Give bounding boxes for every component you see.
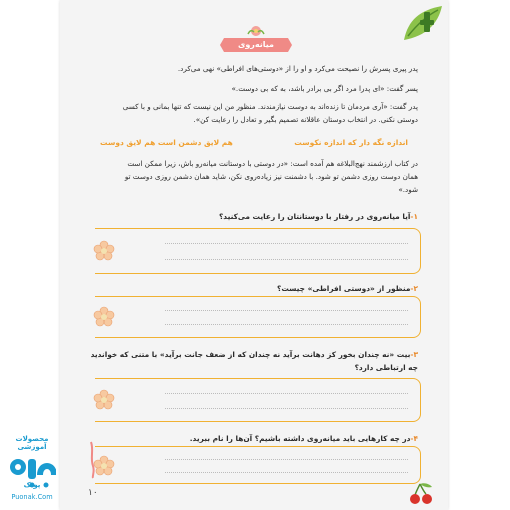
question-1 bbox=[88, 210, 418, 223]
nahj-paragraph-line-3: شود.» bbox=[398, 185, 418, 194]
leaf-number-decoration-icon bbox=[398, 2, 446, 42]
logo-caption: محصولات آموزشی bbox=[15, 435, 49, 451]
answer-line bbox=[165, 324, 408, 325]
question-4 bbox=[88, 432, 418, 445]
workbook-page bbox=[60, 0, 448, 510]
question-number: ۴- bbox=[410, 434, 418, 443]
question-number: ۲- bbox=[410, 284, 418, 293]
story-paragraph-4: دوستی نکنی. در انتخاب دوستان عاقلانه تصمیم بگیر و تعادل را رعایت کن». bbox=[193, 115, 418, 124]
flower-bullet-icon bbox=[93, 306, 115, 328]
story-paragraph-3: پدر گفت: «آری مردمان تا زنده‌اند به دوست نیازمندند. منظور من این نیست که تنها بمانی و با کسی bbox=[122, 102, 418, 111]
logo-url[interactable]: Puonak.Com bbox=[11, 493, 53, 501]
flower-bullet-icon bbox=[93, 389, 115, 411]
side-decoration-icon bbox=[88, 440, 98, 480]
answer-line bbox=[165, 408, 408, 409]
answer-box-2[interactable] bbox=[95, 296, 421, 338]
poem-line-left: هم لایق دشمن است هم لایق دوست bbox=[100, 138, 233, 147]
nahj-paragraph-line-2: همان دوست روزی دشمن تو شود. با دشمنت نیز زیاده‌روی نکن، شاید همان دشمن روزی دوست تو bbox=[124, 172, 418, 181]
question-3 bbox=[78, 348, 418, 361]
answer-line bbox=[165, 459, 408, 460]
answer-line bbox=[165, 243, 408, 244]
nahj-paragraph-line-1: در کتاب ارزشمند نهج‌البلاغه هم آمده است: «در دوستی با دوستانت میانه‌رو باش، زیرا ممکن است bbox=[127, 159, 418, 168]
question-number: ۳- bbox=[410, 350, 418, 359]
answer-line bbox=[165, 472, 408, 473]
answer-line bbox=[165, 259, 408, 260]
question-3-line-2: چه ارتباطی دارد؟ bbox=[354, 363, 418, 372]
answer-box-1[interactable] bbox=[95, 228, 421, 274]
answer-line bbox=[165, 310, 408, 311]
answer-line bbox=[165, 393, 408, 394]
logo-brand-name: پونک bbox=[23, 481, 41, 489]
brand-logo bbox=[4, 435, 60, 505]
story-paragraph-1: پدر پیری پسرش را نصیحت می‌کرد و او را از «دوستی‌های افراطی» نهی می‌کرد. bbox=[177, 64, 418, 73]
question-text: منظور از «دوستی افراطی» چیست؟ bbox=[277, 284, 411, 293]
answer-box-3[interactable] bbox=[95, 378, 421, 422]
page-number: ۱۰ bbox=[88, 488, 98, 498]
answer-box-4[interactable] bbox=[95, 446, 421, 484]
poem-line-right: اندازه نگه دار که اندازه نکوست bbox=[294, 138, 408, 147]
section-heading bbox=[220, 36, 292, 54]
question-text: بیت «نه چندان بخور کز دهانت برآید نه چندان که از ضعف جانت برآید» با متنی که خواندید bbox=[90, 350, 411, 359]
question-text: آیا میانه‌روی در رفتار با دوستانتان را رعایت می‌کنید؟ bbox=[219, 212, 411, 221]
flower-bullet-icon bbox=[93, 240, 115, 262]
story-paragraph-2: پسر گفت: «ای پدرا مرد اگر بی برادر باشد، به که بی دوست.» bbox=[231, 84, 418, 93]
question-text: در چه کارهایی باید میانه‌روی داشته باشیم؟ آن‌ها را نام ببرید. bbox=[189, 434, 411, 443]
heading-title: میانه‌روی bbox=[238, 40, 274, 49]
question-2 bbox=[88, 282, 418, 295]
cherry-decoration-icon bbox=[406, 482, 436, 506]
question-number: ۱- bbox=[410, 212, 418, 221]
